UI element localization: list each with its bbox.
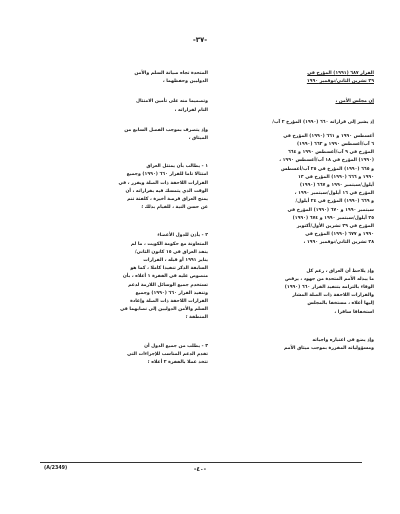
- recalling-clause-heading: إذ يشير إلى قراراته ٦٦٠ (١٩٩٠) المؤرخ ٢ آب/: [272, 119, 374, 125]
- right-column: [208, 70, 374, 359]
- mindful-clause: وإذ يضع في اعتباره واجباته ومسؤولياته المقررة بموجب ميثاق الأمم: [284, 337, 374, 352]
- operative-paragraph-1: ١ - يطالب بأن يمتثل العراق امتثالا تاما للقرار ٦٦٠ (١٩٩٠) وجميع القرارات اللاحقة ذات الصلة ويقرر ، في الوقت الذي يتمسك فيه بقراراته ، أن يمنح العراق فرصة أخيرة ، كلفتة تنم عن حسن النية ، للقيام بذلك ؛: [118, 164, 208, 211]
- page-number-top: -٣٧-: [192, 36, 208, 44]
- operative-paragraph-3: ٣ - يطلب من جميع الدول أن تقدم الدعم المناسب للإجراءات التي تتخذ عملا بالفقرة ٢ أعلاه ؛: [127, 343, 208, 366]
- resolution-title: القرار ٦٨٧ (١٩٩١) المؤرخ في ٢٩ تشرين الثاني/نوفمبر ١٩٩٠: [306, 71, 374, 85]
- operative-paragraph-2: ٢ - يأذن للدول الأعضاء المتعاونة مع حكومة الكويت ، ما لم ينفذ العراق في ١٥ كانون الثاني/ يناير ١٩٩١ أو قبله ، القرارات السابقة الذكر تنفيذا كاملا ، كما هو منصوص عليه في الفقرة ١ أعلاه ، بأن تستخدم جميع الوسائل اللازمة لدعم وتنفيذ القرار ٦٦٠ (١٩٩٠) وجميع القرارات اللاحقة ذات الصلة وإعادة السلم والأمن الدوليين إلى نصابهما في المنطقة ؛: [120, 233, 208, 321]
- left-column: [42, 70, 208, 373]
- page-number-bottom: -٤٠-: [193, 466, 207, 473]
- mindful-clause-continued: المتحدة تجاه صيانة السلم والأمن الدوليين وحفظهما ،: [134, 71, 208, 85]
- recalling-clause-body: أغسطس ١٩٩٠ و ٦٦١ (١٩٩٠) المؤرخ في ٦ آب/أغسطس ١٩٩٠ و ٦٦٢ (١٩٩٠) المؤرخ في ٩ آب/أغسطس ١٩٩٠ و ٦٦٤ (١٩٩٠) المؤرخ في ١٨ آب/أغسطس ١٩٩٠ ، و ٦٦٥ (١٩٩٠) المؤرخ في ٢٥ آب/أغسطس ١٩٩٠ و ٦٦٦ (١٩٩٠) المؤرخ في ١٣ أيلول/سبتمبر ١٩٩٠ و ٦٦٧ (١٩٩٠) المؤرخ في ١٦ أيلول/سبتمبر ١٩٩٠ ، و ٦٦٩ (١٩٩٠) المؤرخ في ٢٤ أيلول/ سبتمبر ١٩٩٠ و ٦٧٠ (١٩٩٠) المؤرخ في ٢٥ أيلول/سبتمبر ١٩٩٠ و ٦٧٤ (١٩٩٠) المؤرخ في ٢٩ تشرين الأول/أكتوبر ١٩٩٠ و ٦٧٧ (١٩٩٠) المؤرخ في ٢٨ تشرين الثاني/نوفمبر ١٩٩٠ ،: [279, 133, 374, 246]
- council-opening: إن مجلس الأمن ،: [335, 99, 374, 105]
- footer-reference: (A/2349): [44, 466, 68, 471]
- noting-clause: وإذ يلاحظ أن العراق ، رغم كل ما يبذله الأمم المتحدة من جهود ، يرفض الوفاء بالتزامه بتنفيذ القرار ٦٦٠ (١٩٩٠) والقرارات اللاحقة ذات الصلة المشار إليها أعلاه ، مستخفا بالمجلس استخفافا سافرا ،: [284, 268, 374, 315]
- chapter-seven-clause: وإذ يتصرف بموجب الفصل السابع من الميثاق ،: [124, 127, 208, 142]
- footer-divider: [40, 462, 362, 463]
- determined-clause: وتصميما منه على تأمين الامتثال التام لقراراته ،: [135, 99, 208, 113]
